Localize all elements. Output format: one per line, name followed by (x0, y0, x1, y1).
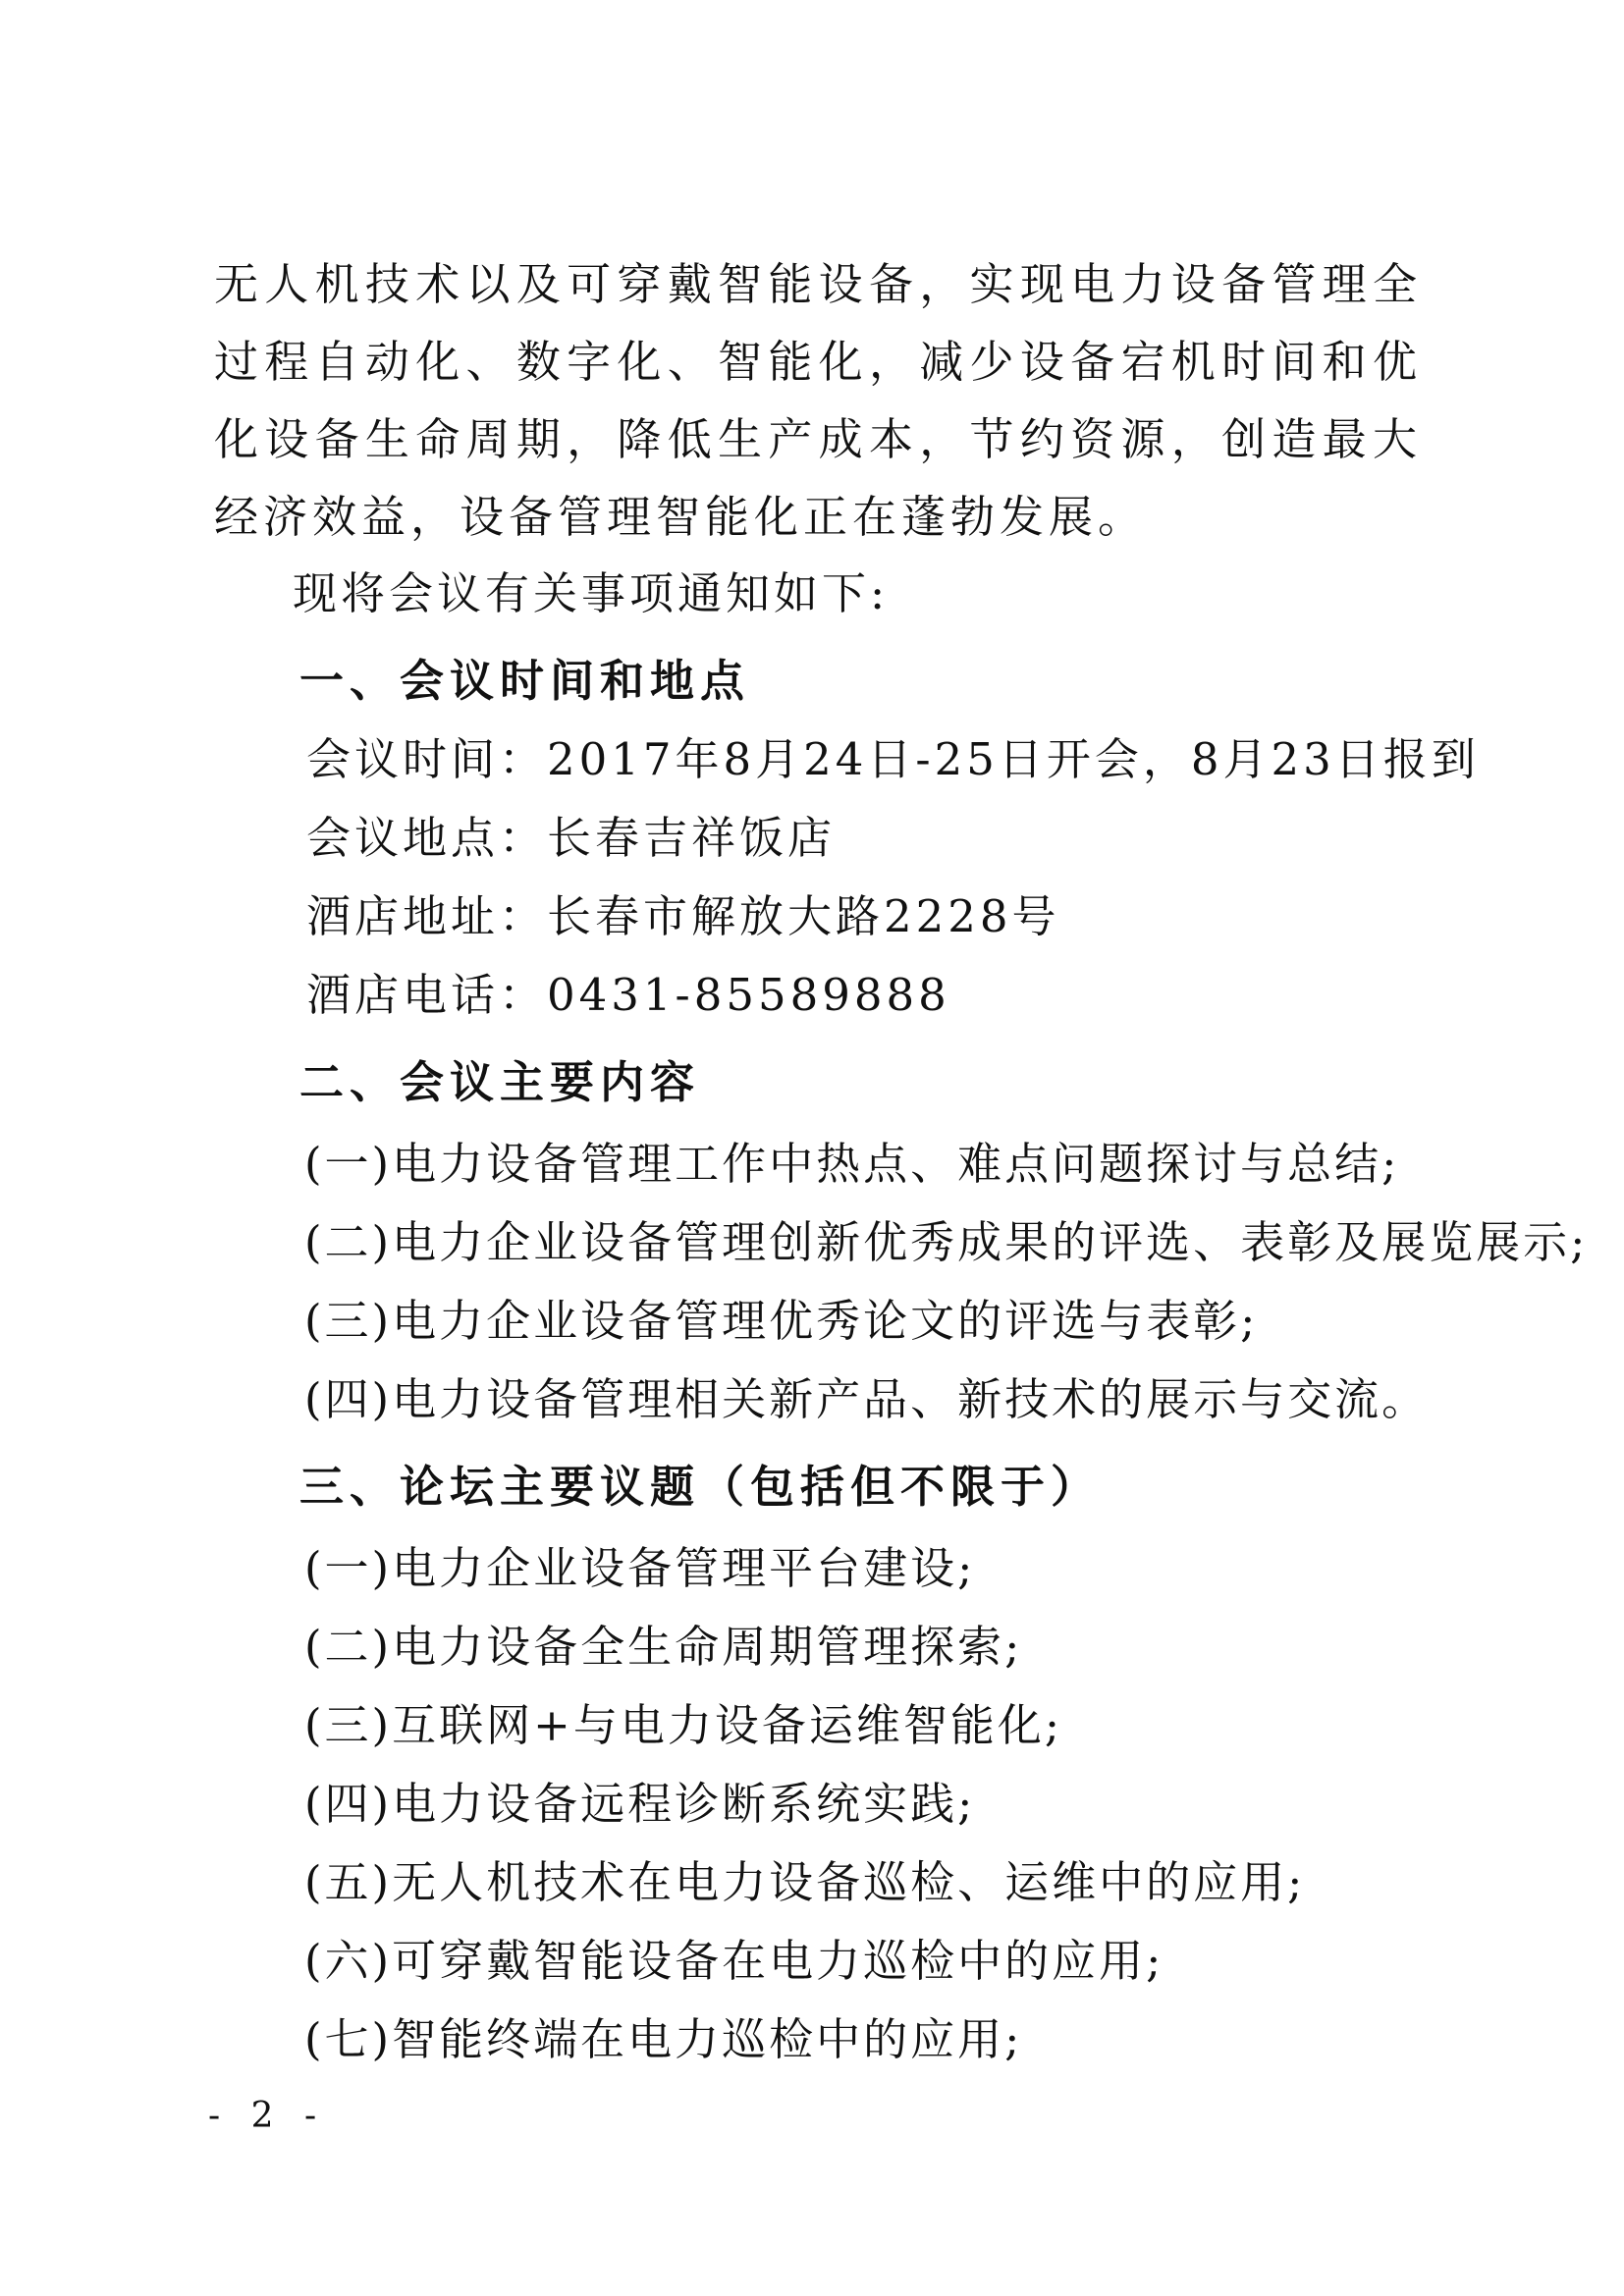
meeting-time-line: 会议时间：2017年8月24日-25日开会，8月23日报到 (306, 733, 1480, 785)
section-heading-main-content: 二、会议主要内容 (299, 1056, 701, 1108)
page-number: - 2 - (208, 2096, 327, 2136)
section-heading-forum-topics: 三、论坛主要议题（包括但不限于） (299, 1461, 1102, 1513)
section-heading-meeting-time-place: 一、会议时间和地点 (299, 655, 751, 707)
content-item: (四)电力设备管理相关新产品、新技术的展示与交流。 (304, 1373, 1430, 1425)
notice-line: 现将会议有关事项通知如下: (293, 567, 890, 619)
content-item: (三)电力企业设备管理优秀论文的评选与表彰; (304, 1295, 1259, 1347)
meeting-venue-line: 会议地点：长春吉祥饭店 (306, 812, 837, 864)
intro-paragraph: 无人机技术以及可穿戴智能设备，实现电力设备管理全过程自动化、数字化、智能化，减少设备宕机时间和优化设备生命周期，降低生产成本，节约资源，创造最大经济效益，设备管理智能化正在蓬勃发展。 (214, 258, 1422, 543)
hotel-address-line: 酒店地址：长春市解放大路2228号 (306, 890, 1060, 942)
topic-item: (六)可穿戴智能设备在电力巡检中的应用; (304, 1935, 1164, 1987)
topic-item: (四)电力设备远程诊断系统实践; (304, 1778, 976, 1830)
topic-item: (五)无人机技术在电力设备巡检、运维中的应用; (304, 1856, 1306, 1908)
topic-item: (二)电力设备全生命周期管理探索; (304, 1621, 1023, 1673)
content-item: (一)电力设备管理工作中热点、难点问题探讨与总结; (304, 1138, 1400, 1190)
hotel-phone-line: 酒店电话：0431-85589888 (306, 969, 950, 1021)
content-item: (二)电力企业设备管理创新优秀成果的评选、表彰及展览展示; (304, 1216, 1589, 1268)
topic-item: (一)电力企业设备管理平台建设; (304, 1542, 976, 1594)
topic-item: (七)智能终端在电力巡检中的应用; (304, 2013, 1023, 2065)
topic-item: (三)互联网+与电力设备运维智能化; (304, 1699, 1062, 1751)
